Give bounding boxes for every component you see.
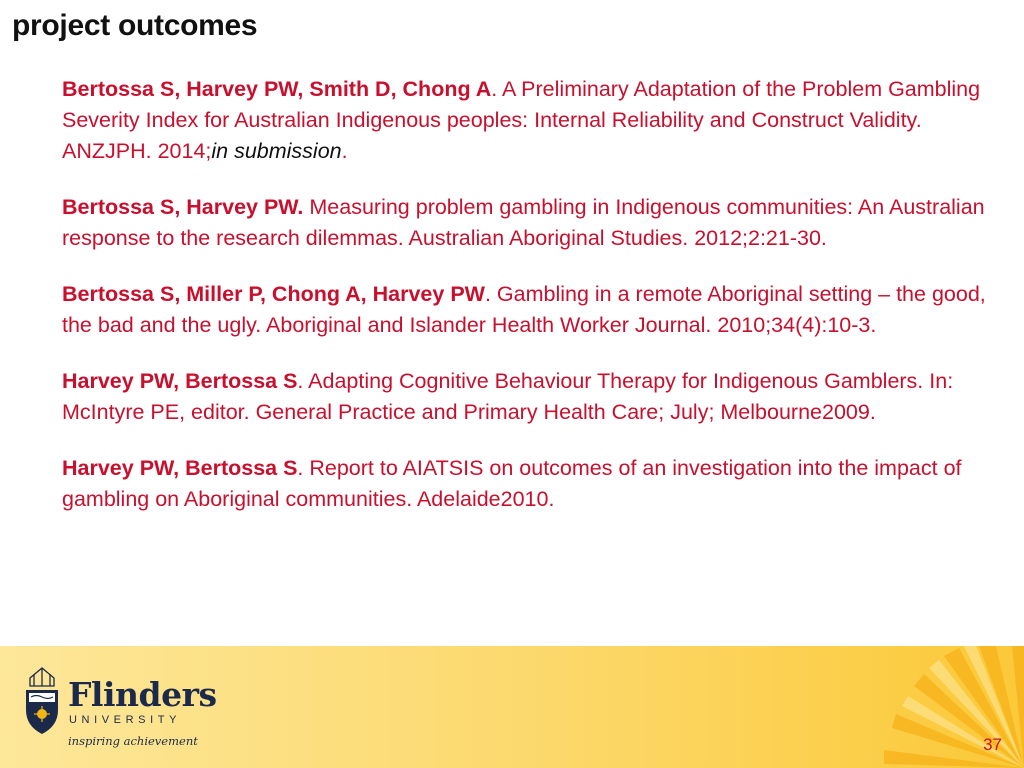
reference-text: . Gambling in a remote Aboriginal setting – the good, the bad and the ugly. Aboriginal and Islander Health Worker Journal. 2010;34(4):10-3. [62, 282, 986, 337]
reference-authors: Harvey PW, Bertossa S [62, 456, 298, 480]
reference-item [62, 366, 1012, 428]
logo-tagline: inspiring achievement [68, 734, 198, 748]
reference-item [62, 279, 1012, 341]
logo-name: Flinders [68, 675, 217, 714]
reference-list [62, 74, 1012, 540]
reference-authors: Bertossa S, Harvey PW. [62, 195, 304, 219]
reference-text: . Adapting Cognitive Behaviour Therapy for Indigenous Gamblers. In: McIntyre PE, editor. General Practice and Primary Health Care; July; Melbourne2009. [62, 369, 954, 424]
reference-text: Measuring problem gambling in Indigenous communities: An Australian response to the research dilemmas. Australian Aboriginal Studies. 2012;2:21-30. [62, 195, 985, 250]
logo-subtitle: UNIVERSITY [69, 714, 182, 726]
reference-item [62, 453, 1012, 515]
sunburst-decoration [884, 646, 1024, 768]
reference-end: . [341, 139, 348, 163]
reference-authors: Bertossa S, Harvey PW, Smith D, Chong A [62, 77, 492, 101]
crest-icon [22, 666, 62, 736]
reference-italic: in submission [211, 139, 342, 163]
reference-text: . Report to AIATSIS on outcomes of an investigation into the impact of gambling on Aboriginal communities. Adelaide2010. [62, 456, 962, 511]
flinders-logo [22, 666, 217, 756]
footer-band [0, 646, 1024, 768]
reference-text: . A Preliminary Adaptation of the Problem Gambling Severity Index for Australian Indigenous peoples: Internal Reliability and Construct Validity. ANZJPH. 2014; [62, 77, 981, 163]
page-number: 37 [983, 735, 1002, 754]
reference-authors: Bertossa S, Miller P, Chong A, Harvey PW [62, 282, 485, 306]
reference-authors: Harvey PW, Bertossa S [62, 369, 298, 393]
slide-title: project outcomes [12, 9, 258, 42]
reference-item [62, 74, 1012, 167]
reference-item [62, 192, 1012, 254]
